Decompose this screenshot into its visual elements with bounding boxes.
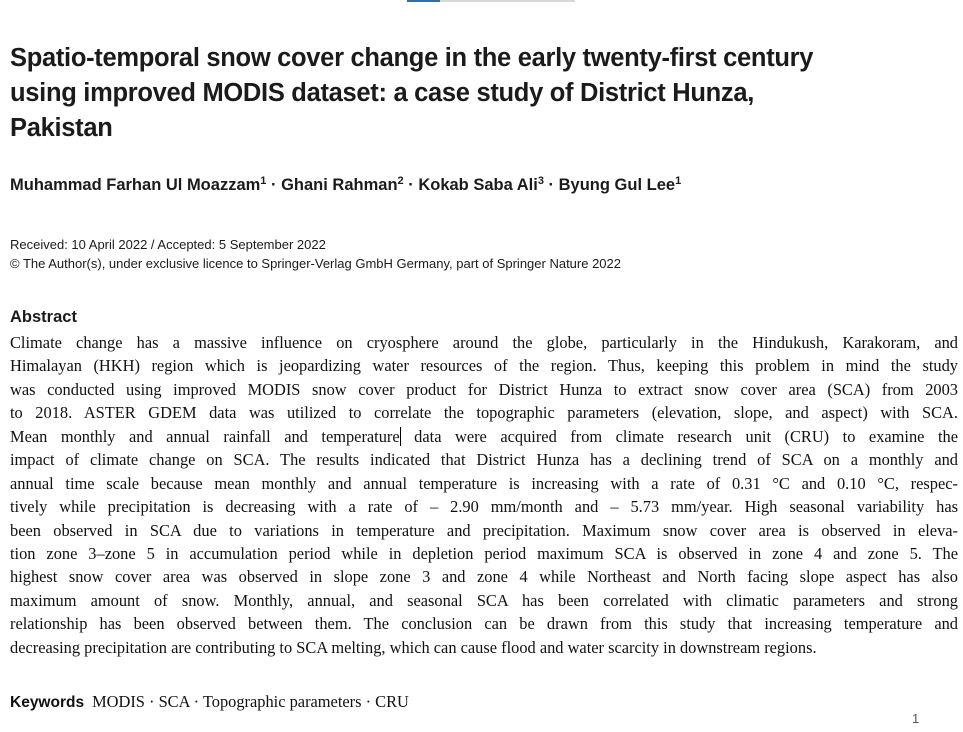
- abstract-line: annual time scale because mean monthly and annual temperature is increasing with a rate of 0.31 °C and 0.10 °C, respec-: [10, 473, 958, 493]
- author-affiliation: 2: [397, 175, 404, 187]
- article-history: [10, 235, 621, 273]
- author-name: Ghani Rahman: [281, 176, 398, 194]
- author-name: Kokab Saba Ali: [418, 176, 538, 194]
- paper-title: [10, 41, 910, 146]
- author-affiliation: 1: [675, 175, 682, 187]
- abstract-line: relationship has been observed between them. The conclusion can be drawn from this study that increasing temperature and: [10, 614, 958, 634]
- author-list: [10, 175, 681, 195]
- author-separator: ·: [266, 176, 282, 194]
- abstract-line: tively while precipitation is decreasing with a rate of – 2.90 mm/month and – 5.73 mm/year. High seasonal variability has: [10, 497, 958, 517]
- abstract-line: was conducted using improved MODIS snow cover product for District Hunza to extract snow cover area (SCA) from 2003: [10, 379, 958, 399]
- text-cursor: [400, 427, 401, 446]
- abstract-line: highest snow cover area was observed in slope zone 3 and zone 4 while Northeast and North facing slope aspect has also: [10, 567, 958, 587]
- author-affiliation: 1: [260, 175, 267, 187]
- author-separator: ·: [403, 176, 419, 194]
- keywords-line: [10, 692, 409, 712]
- title-line: using improved MODIS dataset: a case study of District Hunza,: [10, 79, 755, 107]
- received-accepted-dates: Received: 10 April 2022 / Accepted: 5 September 2022: [10, 237, 326, 252]
- abstract-line: to 2018. ASTER GDEM data was utilized to correlate the topographic parameters (elevation, slope, and aspect) with SCA.: [10, 403, 958, 423]
- abstract-line: Himalayan (HKH) region which is jeopardizing water resources of the region. Thus, keeping this problem in mind the study: [10, 356, 958, 376]
- author-affiliation: 3: [537, 175, 544, 187]
- abstract-line: tion zone 3–zone 5 in accumulation period while in depletion period maximum SCA is observed in zone 4 and zone 5. The: [10, 543, 958, 563]
- title-line: Pakistan: [10, 114, 113, 142]
- abstract-line: been observed in SCA due to variations in temperature and precipitation. Maximum snow cover area is observed in eleva-: [10, 520, 958, 540]
- page-number: 1: [912, 711, 920, 726]
- keywords-list: MODIS · SCA · Topographic parameters · CRU: [92, 692, 409, 711]
- title-line: Spatio-temporal snow cover change in the early twenty-first century: [10, 44, 814, 72]
- top-progress-segment: [407, 0, 440, 2]
- abstract-line: Mean monthly and annual rainfall and temperature data were acquired from climate research unit (CRU) to examine the: [10, 426, 958, 446]
- author-name: Byung Gul Lee: [558, 176, 676, 194]
- keywords-label: Keywords: [10, 694, 85, 711]
- abstract-heading: Abstract: [10, 308, 77, 326]
- abstract-line: Climate change has a massive influence on cryosphere around the globe, particularly in the Hindukush, Karakoram, and: [10, 333, 958, 352]
- author-separator: ·: [543, 176, 559, 194]
- abstract-line: impact of climate change on SCA. The results indicated that District Hunza has a declining trend of SCA on a monthly and: [10, 450, 958, 470]
- top-progress-bar: [407, 0, 575, 2]
- copyright-notice: © The Author(s), under exclusive licence to Springer-Verlag GmbH Germany, part of Springer Nature 2022: [10, 256, 621, 271]
- abstract-body[interactable]: [10, 331, 958, 659]
- abstract-line: maximum amount of snow. Monthly, annual, and seasonal SCA has been correlated with climatic parameters and strong: [10, 590, 958, 610]
- abstract-line: decreasing precipitation are contributing to SCA melting, which can cause flood and water scarcity in downstream regions.: [10, 637, 817, 657]
- author-name: Muhammad Farhan Ul Moazzam: [10, 176, 261, 194]
